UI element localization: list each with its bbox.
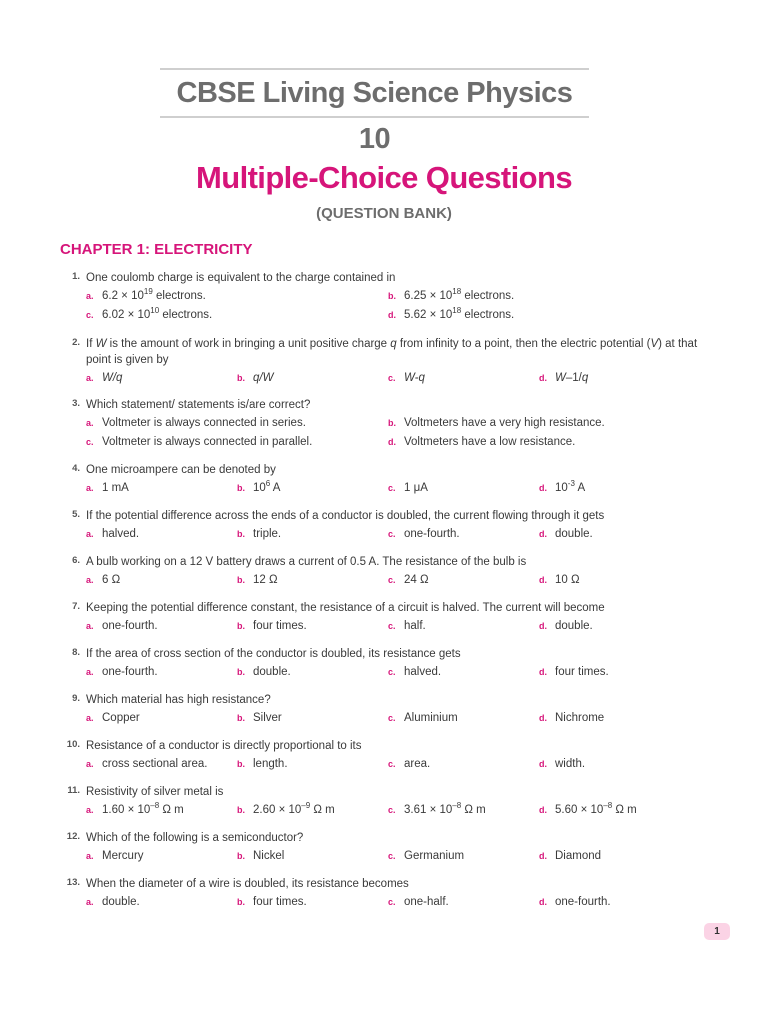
chapter-heading: CHAPTER 1: ELECTRICITY	[60, 241, 253, 258]
option-letter: b.	[237, 621, 245, 631]
option-letter: a.	[86, 483, 94, 493]
option-text: Copper	[102, 712, 140, 724]
answer-option	[539, 758, 585, 770]
option-letter: a.	[86, 529, 94, 539]
option-text: double.	[555, 528, 593, 540]
answer-option	[388, 712, 458, 724]
option-text: $1.60 \times 10^{-8}$ Ω m	[102, 801, 184, 816]
question-text: When the diameter of a wire is doubled, its resistance becomes	[86, 878, 409, 890]
question-number: 7.	[72, 601, 80, 612]
question-text: Which of the following is a semiconductor?	[86, 832, 304, 844]
answer-option	[388, 801, 486, 816]
answer-option	[388, 482, 428, 494]
answer-option	[539, 479, 586, 494]
option-text: one-half.	[404, 896, 449, 908]
option-text: W-q	[404, 372, 425, 384]
option-letter: c.	[388, 667, 396, 677]
option-text: four times.	[555, 666, 609, 678]
option-letter: c.	[388, 713, 396, 723]
answer-option	[539, 620, 593, 632]
answer-option	[237, 850, 284, 862]
option-letter: c.	[388, 897, 396, 907]
question-text: One microampere can be denoted by	[86, 464, 276, 476]
option-letter: c.	[388, 759, 396, 769]
answer-option	[539, 712, 604, 724]
answer-option	[237, 801, 335, 816]
question-text: If the potential difference across the ends of a conductor is doubled, the current flowing through it gets	[86, 510, 605, 522]
question-number: 6.	[72, 555, 80, 566]
option-text: Nichrome	[555, 712, 605, 724]
option-text: half.	[404, 620, 426, 632]
option-letter: d.	[539, 373, 547, 383]
option-letter: b.	[237, 483, 245, 493]
option-text: Voltmeter is always connected in parallel.	[102, 436, 313, 448]
question-number: 2.	[72, 337, 80, 348]
answer-option	[86, 306, 213, 321]
option-letter: b.	[388, 291, 396, 301]
option-text: Aluminium	[404, 712, 458, 724]
option-letter: c.	[86, 437, 94, 447]
option-letter: d.	[539, 529, 547, 539]
option-text: area.	[404, 758, 431, 770]
option-letter: d.	[539, 759, 547, 769]
option-letter: a.	[86, 897, 94, 907]
option-text: $10^6$ A	[253, 479, 281, 494]
option-text: $5.62 \times 10^{18}$ electrons.	[404, 306, 515, 321]
option-text: width.	[555, 758, 586, 770]
answer-option	[237, 712, 282, 724]
option-text: triple.	[253, 528, 282, 540]
answer-option	[86, 712, 140, 724]
option-letter: b.	[237, 897, 245, 907]
question-number: 13.	[66, 877, 80, 888]
option-text: one-fourth.	[102, 666, 158, 678]
answer-option	[539, 372, 588, 384]
option-letter: c.	[388, 621, 396, 631]
option-letter: c.	[388, 851, 396, 861]
answer-option	[86, 758, 207, 770]
option-text: Mercury	[102, 850, 144, 862]
option-letter: d.	[388, 310, 396, 320]
question-text: If W is the amount of work in bringing a unit positive charge q from infinity to a point, then the electric potential (V) at that point is given by	[86, 338, 698, 366]
question-number: 4.	[72, 463, 80, 474]
option-text: $6.02 \times 10^{10}$ electrons.	[102, 306, 213, 321]
option-letter: d.	[539, 805, 547, 815]
answer-option	[237, 479, 281, 494]
option-text: 10 Ω	[555, 574, 580, 586]
option-text: 1 μA	[404, 482, 428, 494]
answer-option	[388, 850, 464, 862]
answer-option	[237, 620, 307, 632]
option-letter: a.	[86, 575, 94, 585]
option-letter: a.	[86, 621, 94, 631]
option-letter: d.	[539, 483, 547, 493]
answer-option	[86, 417, 306, 429]
answer-option	[539, 528, 593, 540]
answer-option	[237, 574, 278, 586]
option-text: Voltmeter is always connected in series.	[102, 417, 306, 429]
question-text: Which material has high resistance?	[86, 694, 271, 706]
answer-option	[86, 287, 206, 302]
option-text: cross sectional area.	[102, 758, 208, 770]
page-number-badge: 1	[704, 923, 730, 940]
option-text: double.	[253, 666, 291, 678]
option-letter: c.	[388, 373, 396, 383]
option-letter: b.	[237, 667, 245, 677]
answer-option	[237, 666, 291, 678]
option-text: four times.	[253, 896, 307, 908]
answer-option	[86, 482, 129, 494]
option-text: halved.	[102, 528, 140, 540]
option-letter: d.	[539, 897, 547, 907]
question-number: 5.	[72, 509, 80, 520]
answer-option	[388, 666, 441, 678]
answer-option	[86, 620, 158, 632]
option-text: W/q	[102, 372, 123, 384]
option-letter: c.	[388, 575, 396, 585]
option-text: Germanium	[404, 850, 465, 862]
option-letter: b.	[388, 418, 396, 428]
main-title: Multiple-Choice Questions	[196, 160, 572, 195]
answer-option	[539, 850, 601, 862]
answer-option	[539, 574, 580, 586]
option-text: $6.2 \times 10^{19}$ electrons.	[102, 287, 206, 302]
answer-option	[237, 528, 281, 540]
question-number: 12.	[66, 831, 80, 842]
option-text: $2.60 \times 10^{-9}$ Ω m	[253, 801, 335, 816]
option-text: one-fourth.	[102, 620, 158, 632]
answer-option	[86, 896, 140, 908]
option-text: 24 Ω	[404, 574, 429, 586]
answer-option	[388, 896, 449, 908]
option-letter: a.	[86, 418, 94, 428]
answer-option	[539, 666, 609, 678]
option-text: double.	[102, 896, 140, 908]
option-letter: a.	[86, 713, 94, 723]
option-letter: c.	[86, 310, 94, 320]
answer-option	[539, 896, 611, 908]
option-letter: d.	[539, 713, 547, 723]
question-text: If the area of cross section of the conductor is doubled, its resistance gets	[86, 648, 461, 660]
answer-option	[86, 574, 120, 586]
option-text: four times.	[253, 620, 307, 632]
option-text: $10^{-3}$ A	[555, 479, 586, 494]
option-text: Silver	[253, 712, 282, 724]
option-letter: b.	[237, 713, 245, 723]
option-text: $3.61 \times 10^{-8}$ Ω m	[404, 801, 486, 816]
answer-option	[388, 287, 515, 302]
answer-option	[388, 620, 426, 632]
option-letter: c.	[388, 805, 396, 815]
question-number: 9.	[72, 693, 80, 704]
option-letter: b.	[237, 851, 245, 861]
option-text: $5.60 \times 10^{-8}$ Ω m	[555, 801, 637, 816]
option-text: halved.	[404, 666, 442, 678]
answer-option	[237, 372, 273, 384]
option-letter: a.	[86, 851, 94, 861]
option-letter: d.	[539, 851, 547, 861]
option-letter: a.	[86, 759, 94, 769]
option-text: 12 Ω	[253, 574, 278, 586]
answer-option	[86, 436, 312, 448]
answer-option	[237, 896, 307, 908]
option-letter: c.	[388, 483, 396, 493]
answer-option	[388, 306, 515, 321]
question-number: 10.	[66, 739, 80, 750]
option-letter: d.	[539, 621, 547, 631]
option-letter: a.	[86, 805, 94, 815]
option-letter: d.	[539, 667, 547, 677]
question-text: Resistivity of silver metal is	[86, 786, 224, 798]
option-text: Diamond	[555, 850, 602, 862]
answer-option	[388, 758, 430, 770]
answer-option	[86, 801, 184, 816]
option-text: q/W	[253, 372, 274, 384]
question-text: One coulomb charge is equivalent to the charge contained in	[86, 272, 396, 284]
question-number: 8.	[72, 647, 80, 658]
answer-option	[539, 801, 637, 816]
question-number: 11.	[67, 785, 80, 796]
answer-option	[388, 417, 605, 429]
answer-option	[388, 574, 429, 586]
option-text: 1 mA	[102, 482, 129, 494]
option-letter: b.	[237, 575, 245, 585]
question-text: Which statement/ statements is/are correct?	[86, 399, 311, 411]
answer-option	[86, 372, 122, 384]
option-text: 6 Ω	[102, 574, 121, 586]
question-text: Keeping the potential difference constant, the resistance of a circuit is halved. The current will become	[86, 602, 605, 614]
option-text: Voltmeters have a very high resistance.	[404, 417, 605, 429]
option-text: one-fourth.	[555, 896, 611, 908]
option-letter: c.	[388, 529, 396, 539]
answer-option	[237, 758, 288, 770]
option-text: length.	[253, 758, 288, 770]
option-text: Voltmeters have a low resistance.	[404, 436, 576, 448]
option-letter: b.	[237, 759, 245, 769]
option-letter: b.	[237, 529, 245, 539]
option-text: double.	[555, 620, 593, 632]
option-letter: a.	[86, 667, 94, 677]
question-number: 3.	[72, 398, 80, 409]
book-title-banner	[160, 68, 589, 155]
book-title: CBSE Living Science Physics 10	[176, 77, 573, 155]
option-letter: b.	[237, 373, 245, 383]
question-text: Resistance of a conductor is directly proportional to its	[86, 740, 362, 752]
answer-option	[388, 436, 575, 448]
option-letter: a.	[86, 291, 94, 301]
option-text: one-fourth.	[404, 528, 460, 540]
question-number: 1.	[72, 271, 80, 282]
answer-option	[388, 372, 425, 384]
option-letter: d.	[539, 575, 547, 585]
answer-option	[388, 528, 460, 540]
option-text: Nickel	[253, 850, 285, 862]
option-letter: b.	[237, 805, 245, 815]
answer-option	[86, 850, 144, 862]
option-letter: d.	[388, 437, 396, 447]
question-text: A bulb working on a 12 V battery draws a current of 0.5 A. The resistance of the bulb is	[86, 556, 527, 568]
answer-option	[86, 528, 139, 540]
option-text: $6.25 \times 10^{18}$ electrons.	[404, 287, 515, 302]
subtitle: (QUESTION BANK)	[316, 205, 452, 222]
answer-option	[86, 666, 158, 678]
option-text: W–1/q	[555, 372, 589, 384]
option-letter: a.	[86, 373, 94, 383]
